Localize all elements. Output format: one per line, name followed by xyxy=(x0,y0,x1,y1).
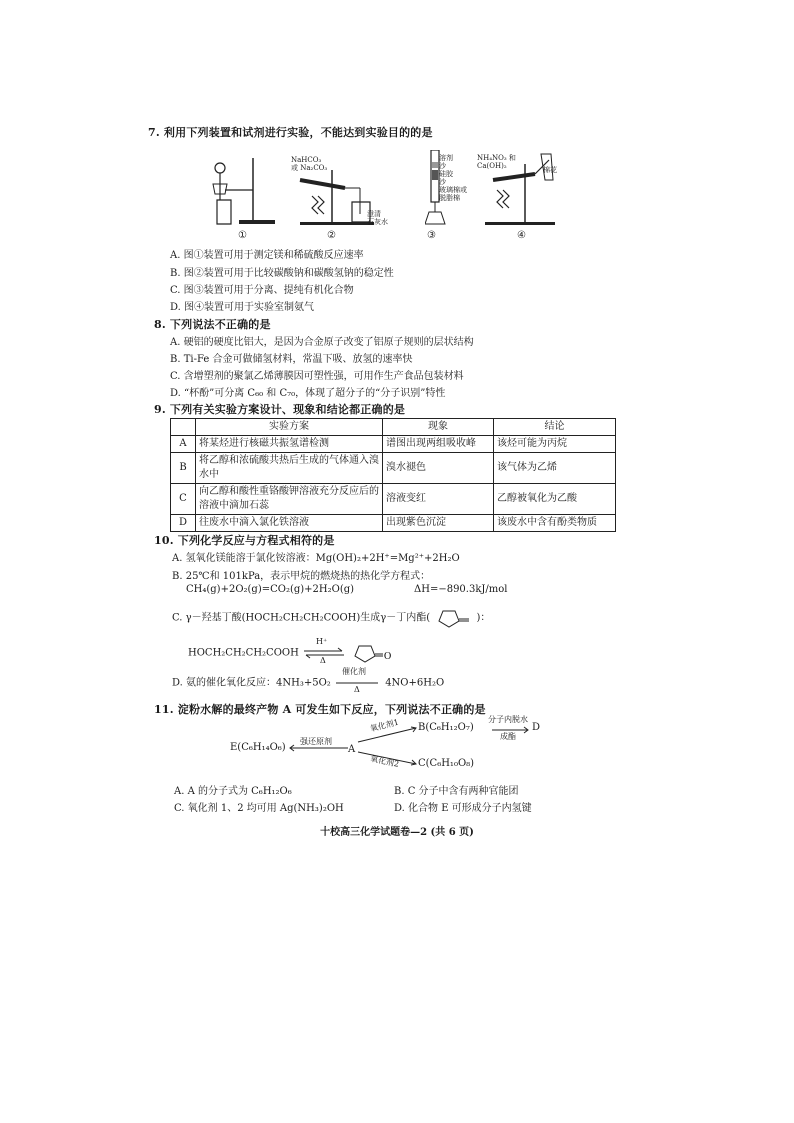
q10-title: 10. 下列化学反应与方程式相符的是 xyxy=(154,534,335,547)
q10-option-b-intro: B. 25℃和 101kPa，表示甲烷的燃烧热的热化学方程式： xyxy=(172,571,431,582)
scheme-compound-d: D xyxy=(532,722,541,733)
carbonyl-oxygen-label: O xyxy=(384,651,392,662)
q10-c-arrow-bottom: Δ xyxy=(320,656,326,665)
q11-option-b: B. C 分子中含有两种官能团 xyxy=(394,786,519,797)
q9-row-c-conclusion: 乙醇被氧化为乙酸 xyxy=(494,484,616,515)
scheme-oxidant1-label: 氧化剂1 xyxy=(369,717,400,734)
q7-apparatus-figures xyxy=(205,150,565,245)
q10-option-d xyxy=(172,667,445,694)
q10-c-reactant: HOCH₂CH₂CH₂COOH xyxy=(188,647,299,659)
figure-3-labels xyxy=(439,154,467,202)
q10-option-c-text: C. γ－羟基丁酸(HOCH₂CH₂CH₂COOH)生成γ－丁内酯( xyxy=(172,612,431,624)
q10-c-arrow-top: H⁺ xyxy=(316,637,328,646)
q9-row-b-conclusion: 该气体为乙烯 xyxy=(494,453,616,484)
q9-row-d-phenomenon: 出现紫色沉淀 xyxy=(383,515,494,532)
figure-1-label: ① xyxy=(238,230,247,241)
q10-option-c-equation xyxy=(188,637,399,665)
q7-option-d: D. 图④装置可用于实验室制氨气 xyxy=(170,302,315,313)
q9-row-c-phenomenon: 溶液变红 xyxy=(383,484,494,515)
figure-3-solvent: 溶剂 xyxy=(439,154,453,162)
q9-row-b-plan: 将乙醇和浓硫酸共热后生成的气体通入溴水中 xyxy=(196,453,383,484)
q9-header-row xyxy=(171,419,616,436)
figure-2-label: ② xyxy=(327,230,336,241)
q8-option-b: B. Ti-Fe 合金可做储氢材料，常温下吸、放氢的速率快 xyxy=(170,354,413,365)
lactone-structure-icon xyxy=(433,607,473,629)
q11-option-a: A. A 的分子式为 C₆H₁₂O₆ xyxy=(174,786,292,797)
figure-3-sand: 沙 xyxy=(439,162,446,170)
table-row xyxy=(171,515,616,532)
q9-row-a-plan: 将某烃进行核磁共振氢谱检测 xyxy=(196,436,383,453)
q10-option-b-enthalpy: ΔH=−890.3kJ/mol xyxy=(414,584,508,595)
q9-header-conclusion: 结论 xyxy=(494,419,616,436)
figure-3-label: ③ xyxy=(427,230,436,241)
q9-table xyxy=(170,418,616,532)
q9-row-b-phenomenon: 溴水褪色 xyxy=(383,453,494,484)
q11-option-c: C. 氧化剂 1、2 均可用 Ag(NH₃)₂OH xyxy=(174,803,344,814)
scheme-dehydration-label: 分子内脱水 xyxy=(488,715,528,724)
page-footer: 十校高三化学试题卷—2 (共 6 页) xyxy=(320,827,474,838)
q10-d-arrow-bottom: Δ xyxy=(354,685,360,694)
q7-option-c: C. 图③装置可用于分离、提纯有机化合物 xyxy=(170,285,354,296)
scheme-compound-b: B(C₆H₁₂O₇) xyxy=(418,722,474,733)
figure-4-reagent-label xyxy=(477,154,516,170)
figure-2-limewater-label xyxy=(367,210,388,226)
q11-option-d: D. 化合物 E 可形成分子内氢键 xyxy=(394,803,532,814)
q9-header-plan: 实验方案 xyxy=(196,419,383,436)
scheme-compound-c: C(C₆H₁₀O₈) xyxy=(418,758,475,769)
table-row xyxy=(171,453,616,484)
figure-3-cotton: 玻璃棉或 脱脂棉 xyxy=(439,186,467,202)
figure-4-label: ④ xyxy=(517,230,526,241)
q9-row-b-option: B xyxy=(171,453,196,484)
q8-option-a: A. 硬铝的硬度比铝大，是因为合金原子改变了铝原子规则的层状结构 xyxy=(170,337,474,348)
figure-2-limewater-text: 澄清 石灰水 xyxy=(367,210,388,226)
q10-c-arrow xyxy=(302,637,346,665)
scheme-compound-e: E(C₆H₁₄O₆) xyxy=(230,742,286,753)
q9-row-d-plan: 往废水中滴入氯化铁溶液 xyxy=(196,515,383,532)
q9-row-a-option: A xyxy=(171,436,196,453)
q10-d-arrow-top: 催化剂 xyxy=(342,667,366,676)
q9-title: 9. 下列有关实验方案设计、现象和结论都正确的是 xyxy=(154,403,406,416)
scheme-reductant-label: 强还原剂 xyxy=(300,737,332,746)
figure-4-cotton-label: 棉花 xyxy=(543,166,557,174)
q10-option-a: A. 氢氧化镁能溶于氯化铵溶液：Mg(OH)₂+2H⁺=Mg²⁺+2H₂O xyxy=(172,553,460,564)
scheme-oxidant2-label: 氧化剂2 xyxy=(369,754,400,769)
q7-title: 7. 利用下列装置和试剂进行实验，不能达到实验目的的是 xyxy=(148,126,433,139)
table-row xyxy=(171,484,616,515)
q7-option-b: B. 图②装置可用于比较碳酸钠和碳酸氢钠的稳定性 xyxy=(170,268,394,279)
q10-option-b-equation: CH₄(g)+2O₂(g)=CO₂(g)+2H₂O(g) xyxy=(186,584,355,595)
q9-row-d-option: D xyxy=(171,515,196,532)
q10-option-c-end: )： xyxy=(476,612,491,624)
q10-d-products: 4NO+6H₂O xyxy=(385,677,445,689)
q9-row-c-option: C xyxy=(171,484,196,515)
q9-row-a-conclusion: 该烃可能为丙烷 xyxy=(494,436,616,453)
q11-reaction-scheme xyxy=(230,715,550,778)
figure-2-reagent-text: NaHCO₃ 或 Na₂CO₃ xyxy=(291,156,328,172)
q8-option-c: C. 含增塑剂的聚氯乙烯薄膜因可塑性强，可用作生产食品包装材料 xyxy=(170,371,464,382)
q9-row-c-plan: 向乙醇和酸性重铬酸钾溶液充分反应后的溶液中滴加石蕊 xyxy=(196,484,383,515)
scheme-esterification-label: 成酯 xyxy=(500,732,516,741)
q10-d-arrow xyxy=(334,667,382,694)
q8-option-d: D. “杯酚”可分离 C₆₀ 和 C₇₀，体现了超分子的“分子识别”特性 xyxy=(170,388,446,399)
q10-d-reactants: D. 氨的催化氧化反应：4NH₃+5O₂ xyxy=(172,677,331,689)
q8-title: 8. 下列说法不正确的是 xyxy=(154,318,271,331)
q7-option-a: A. 图①装置可用于测定镁和稀硫酸反应速率 xyxy=(170,250,364,261)
q9-header-phenomenon: 现象 xyxy=(383,419,494,436)
q9-header-option xyxy=(171,419,196,436)
q9-row-a-phenomenon: 谱图出现两组吸收峰 xyxy=(383,436,494,453)
q9-row-d-conclusion: 该废水中含有酚类物质 xyxy=(494,515,616,532)
scheme-compound-a: A xyxy=(348,744,356,755)
figure-4-reagent-text: NH₄NO₃ 和 Ca(OH)₂ xyxy=(477,154,516,170)
q11-title: 11. 淀粉水解的最终产物 A 可发生如下反应，下列说法不正确的是 xyxy=(154,703,486,716)
figure-3-gel: 硅胶 xyxy=(439,170,453,178)
table-row xyxy=(171,436,616,453)
lactone-product-icon xyxy=(349,642,399,664)
figure-3-sand2: 沙 xyxy=(439,178,446,186)
figure-1-apparatus xyxy=(205,150,280,232)
q10-option-c-intro xyxy=(172,607,490,629)
figure-2-reagent-label xyxy=(291,156,327,172)
